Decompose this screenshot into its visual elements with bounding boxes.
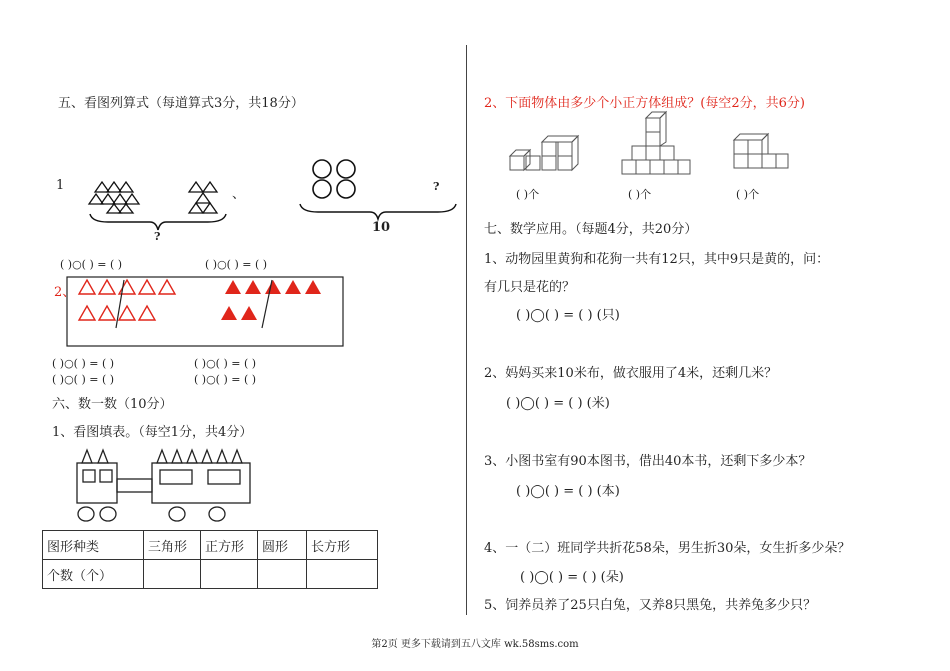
cube-blank-1[interactable]: ( )个: [516, 188, 540, 201]
answer-cell-rectangle[interactable]: [307, 560, 378, 589]
table-row: [43, 560, 378, 589]
problem4-text: 4、一（二）班同学共折花58朵，男生折30朵，女生折多少朵？: [484, 541, 851, 556]
problem3-blank[interactable]: ( )◯( ) = ( ) (本): [516, 484, 620, 499]
cube-figure-1: [508, 138, 578, 178]
table-header-cell: 三角形: [144, 531, 201, 560]
answer-cell-circle[interactable]: [258, 560, 307, 589]
cube-blank-3[interactable]: ( )个: [736, 188, 760, 201]
q1-blank-b[interactable]: ( )○( ) = ( ): [205, 258, 268, 271]
table-header-cell: 圆形: [258, 531, 307, 560]
problem2-blank[interactable]: ( )◯( ) = ( ) (米): [506, 396, 610, 411]
q2-figure-box: [66, 276, 346, 348]
table-header-cell: 图形种类: [43, 531, 144, 560]
q1-blank-a[interactable]: ( )○( ) = ( ): [60, 258, 123, 271]
problem1-line2: 有几只是花的？: [484, 280, 576, 295]
q1-question-mark-1: ?: [154, 230, 161, 243]
cube-figure-2: [620, 116, 692, 176]
problem1-blank[interactable]: ( )◯( ) = ( ) (只): [516, 308, 620, 323]
q1-question-mark-2: ?: [433, 180, 440, 193]
table-header-cell: 长方形: [307, 531, 378, 560]
problem5-text: 5、饲养员养了25只白兔，又养8只黑兔，共养兔多少只？: [484, 598, 817, 613]
triangle-group-left: [92, 180, 142, 215]
table-row-label: 个数（个）: [43, 560, 144, 589]
cube-figure-3: [730, 134, 792, 176]
table-row: [43, 531, 378, 560]
answer-cell-square[interactable]: [201, 560, 258, 589]
q1-separator: 、: [232, 187, 246, 202]
brace-right: [298, 200, 458, 220]
page-footer: 第2页 更多下载请到五八文库 wk.58sms.com: [371, 639, 579, 650]
table-header-cell: 正方形: [201, 531, 258, 560]
triangle-group-right: [186, 180, 220, 214]
q2-number: 2、: [54, 285, 76, 300]
q2-blank-2[interactable]: ( )○( ) = ( ): [194, 357, 257, 370]
section6-title: 六、数一数（10分）: [52, 397, 173, 412]
problem1-line1: 1、动物园里黄狗和花狗一共有12只，其中9只是黄的，问：: [484, 252, 830, 267]
q1-total: 10: [372, 220, 391, 235]
train-drawing: [72, 446, 262, 526]
section5-title: 五、看图列算式（每道算式3分，共18分）: [58, 96, 304, 111]
column-divider: [466, 45, 467, 615]
problem2-text: 2、妈妈买来10米布，做衣服用了4米，还剩几米？: [484, 366, 778, 381]
answer-cell-triangle[interactable]: [144, 560, 201, 589]
q2-blank-3[interactable]: ( )○( ) = ( ): [52, 373, 115, 386]
q2-blank-1[interactable]: ( )○( ) = ( ): [52, 357, 115, 370]
shape-count-table: [42, 530, 378, 589]
section7-title: 七、数学应用。（每题4分，共20分）: [484, 222, 698, 237]
brace-left: [88, 212, 228, 232]
q1-number: 1: [56, 178, 65, 193]
cube-blank-2[interactable]: ( )个: [628, 188, 652, 201]
problem3-text: 3、小图书室有90本图书，借出40本书，还剩下多少本？: [484, 454, 812, 469]
circle-group: [310, 158, 360, 200]
s6-q1: 1、看图填表。（每空1分，共4分）: [52, 425, 253, 440]
q2-blank-4[interactable]: ( )○( ) = ( ): [194, 373, 257, 386]
problem4-blank[interactable]: ( )◯( ) = ( ) (朵): [520, 570, 624, 585]
cube-question-title: 2、下面物体由多少个小正方体组成？(每空2分，共6分): [484, 96, 805, 111]
